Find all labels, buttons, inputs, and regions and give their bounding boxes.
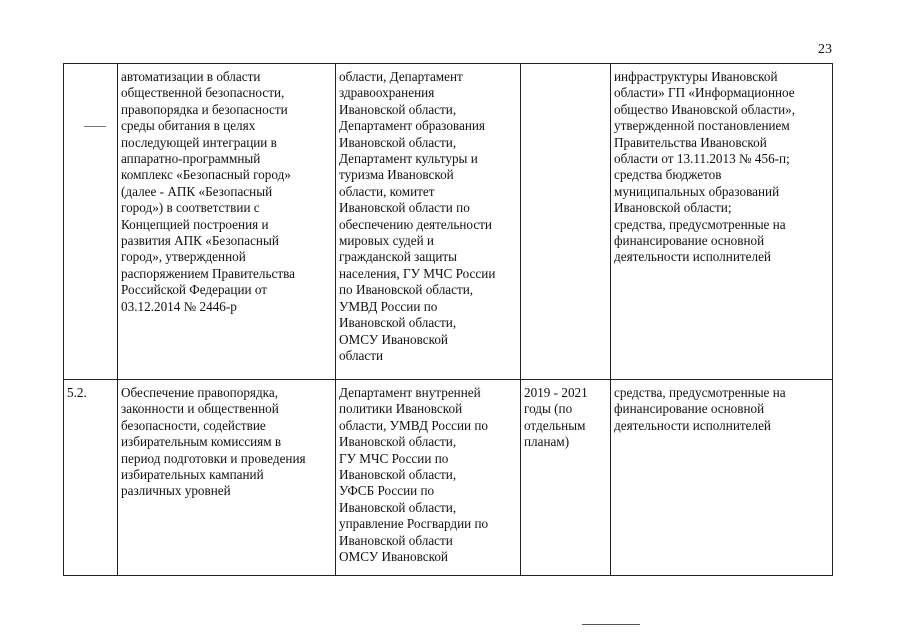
table-body — [64, 64, 833, 576]
cell-text-line: Ивановской области, — [339, 101, 457, 117]
cell-number — [64, 380, 118, 576]
cell-text-line: 2019 - 2021 — [524, 385, 588, 400]
cell-text-line: (далее - АПК «Безопасный — [121, 183, 273, 199]
cell-text-line: аппаратно-программный — [121, 151, 261, 167]
cell-text-line: обеспечению деятельности — [339, 216, 492, 232]
cell-text-line: Ивановской области по — [339, 200, 470, 216]
cell-text-line: области — [339, 347, 384, 363]
cell-text-line: финансирование основной — [614, 401, 765, 417]
cell-text-line: здравоохранения — [339, 85, 435, 101]
cell-text-line: комплекс «Безопасный город» — [121, 167, 291, 183]
cell-text-line: населения, ГУ МЧС России — [339, 265, 496, 281]
cell-text-line: избирательным комиссиям в — [121, 434, 282, 450]
cell-text-line: ОМСУ Ивановской — [339, 331, 448, 347]
cell-funding — [611, 380, 833, 576]
cell-text-line: отдельным — [524, 417, 586, 433]
cell-text-line: правопорядка и безопасности — [121, 101, 288, 117]
cell-text-line: финансирование основной — [614, 233, 765, 249]
cell-text-line: 5.2. — [67, 385, 87, 400]
cell-number — [64, 64, 118, 380]
table-row — [64, 380, 833, 576]
cell-text-line: области, комитет — [339, 183, 435, 199]
measures-table — [63, 63, 833, 576]
cell-text-line: Ивановской области — [339, 532, 453, 548]
cell-text-line: избирательных кампаний — [121, 467, 264, 483]
scan-artifact-line — [582, 624, 640, 625]
cell-text-line: законности и общественной — [121, 401, 279, 417]
cell-text-line: автоматизации в области — [121, 69, 261, 84]
cell-text-line: области» ГП «Информационное — [614, 85, 795, 101]
cell-text-line: муниципальных образований — [614, 183, 780, 199]
cell-text-line: утвержденной постановлением — [614, 118, 790, 134]
cell-executors — [336, 64, 521, 380]
cell-text-line: области, Департамент — [339, 69, 463, 84]
cell-text-line: среды обитания в целях — [121, 118, 256, 134]
cell-text-line: средства, предусмотренные на — [614, 216, 786, 232]
cell-text-line: город», утвержденной — [121, 249, 246, 265]
table-row — [64, 64, 833, 380]
cell-text-line: средства бюджетов — [614, 167, 722, 183]
cell-text-line: по Ивановской области, — [339, 282, 474, 298]
cell-text-line: области от 13.11.2013 № 456-п; — [614, 151, 790, 167]
cell-text-line: 03.12.2014 № 2446-р — [121, 298, 237, 314]
cell-text-line: ОМСУ Ивановской — [339, 549, 448, 565]
cell-text-line: Ивановской области; — [614, 200, 732, 216]
cell-text-line: средства, предусмотренные на — [614, 385, 786, 400]
cell-text-line: гражданской защиты — [339, 249, 458, 265]
cell-text-line: ГУ МЧС России по — [339, 450, 449, 466]
cell-text-line: инфраструктуры Ивановской — [614, 69, 778, 84]
cell-text-line: Ивановской области, — [339, 315, 457, 331]
cell-text-line: период подготовки и проведения — [121, 450, 306, 466]
cell-text-line: Департамент образования — [339, 118, 485, 134]
cell-measure-name — [118, 380, 336, 576]
cell-term — [521, 64, 611, 380]
cell-text-line: Ивановской области, — [339, 434, 457, 450]
cell-text-line: Департамент внутренней — [339, 385, 481, 400]
cell-text-line: общество Ивановской области», — [614, 101, 796, 117]
cell-text-line: общественной безопасности, — [121, 85, 285, 101]
cell-text-line: Ивановской области, — [339, 467, 457, 483]
cell-text-line: Департамент культуры и — [339, 151, 478, 167]
cell-text-line: развития АПК «Безопасный — [121, 233, 279, 249]
cell-text-line: туризма Ивановской — [339, 167, 454, 183]
cell-text-line: Концепцией построения и — [121, 216, 269, 232]
cell-measure-name — [118, 64, 336, 380]
cell-text-line: области, УМВД России по — [339, 417, 489, 433]
cell-text-line: УМВД России по — [339, 298, 438, 314]
cell-text-line: Правительства Ивановской — [614, 134, 767, 150]
cell-text-line: безопасности, содействие — [121, 417, 266, 433]
cell-text-line: город») в соответствии с — [121, 200, 260, 216]
cell-text-line: деятельности исполнителей — [614, 417, 771, 433]
cell-text-line: различных уровней — [121, 483, 231, 499]
cell-text-line: Российской Федерации от — [121, 282, 268, 298]
cell-text-line: мировых судей и — [339, 233, 434, 249]
cell-text-line: Ивановской области, — [339, 499, 457, 515]
cell-text-line: политики Ивановской — [339, 401, 463, 417]
cell-text-line: Ивановской области, — [339, 134, 457, 150]
page-number: 23 — [818, 42, 832, 57]
cell-text-line: Обеспечение правопорядка, — [121, 385, 279, 400]
cell-text-line: годы (по — [524, 401, 573, 417]
cell-text-line: последующей интеграции в — [121, 134, 277, 150]
cell-funding — [611, 64, 833, 380]
cell-executors — [336, 380, 521, 576]
cell-term — [521, 380, 611, 576]
cell-text-line: планам) — [524, 434, 570, 450]
cell-text-line: распоряжением Правительства — [121, 265, 295, 281]
cell-text-line: УФСБ России по — [339, 483, 435, 499]
cell-text-line: управление Росгвардии по — [339, 516, 489, 532]
cell-text-line: деятельности исполнителей — [614, 249, 771, 265]
